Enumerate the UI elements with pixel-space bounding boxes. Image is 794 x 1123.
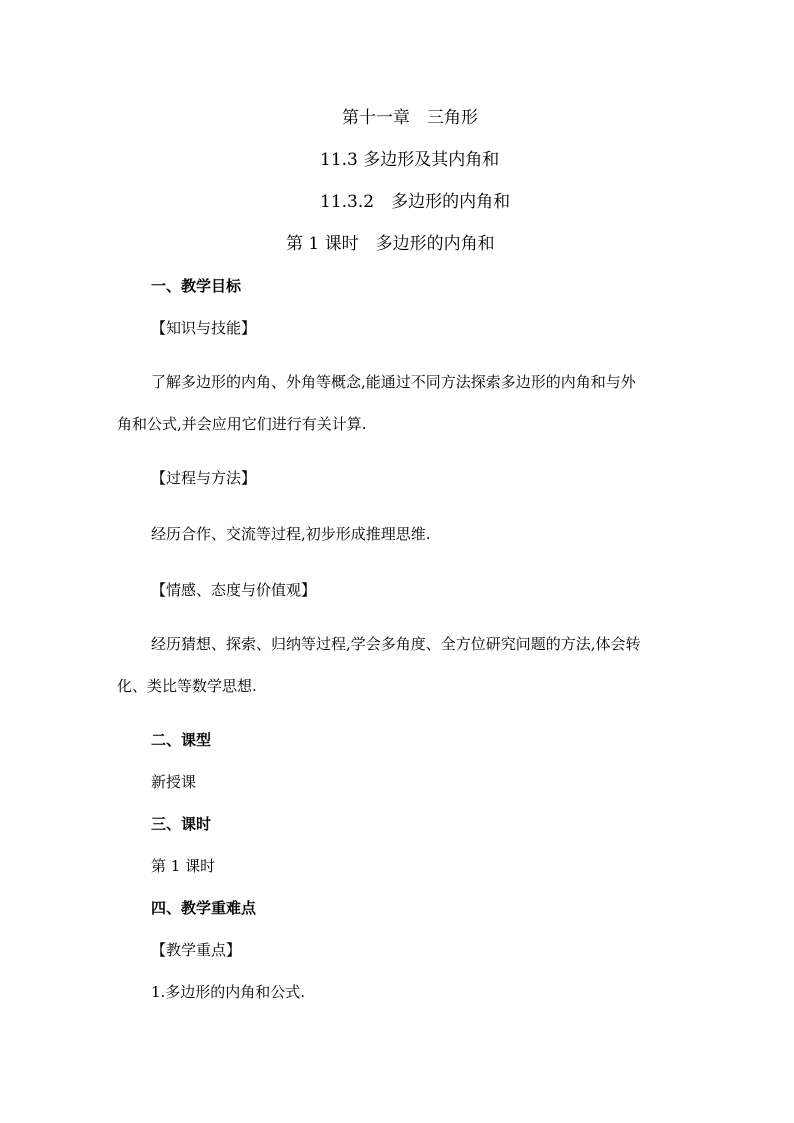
heading-lesson-type: 二、课型 <box>151 731 212 749</box>
subsection-title: 11.3.2 多边形的内角和 <box>320 192 511 212</box>
text-lesson-type: 新授课 <box>151 773 197 791</box>
heading-periods: 三、课时 <box>151 815 212 833</box>
chapter-title: 第十一章 三角形 <box>342 108 478 128</box>
heading-objectives: 一、教学目标 <box>151 277 242 295</box>
label-emotion-attitude-values: 【情感、态度与价值观】 <box>151 581 317 599</box>
lesson-title: 第 1 课时 多边形的内角和 <box>286 234 495 254</box>
label-process-method: 【过程与方法】 <box>151 469 257 487</box>
label-teaching-focus: 【教学重点】 <box>151 941 242 959</box>
paragraph-emotion-line-1: 经历猜想、探索、归纳等过程,学会多角度、全方位研究问题的方法,体会转 <box>151 635 641 653</box>
heading-key-points: 四、教学重难点 <box>151 899 257 917</box>
text-periods: 第 1 课时 <box>151 857 216 875</box>
text-focus-item-1: 1.多边形的内角和公式. <box>151 983 306 1001</box>
paragraph-knowledge-line-2: 角和公式,并会应用它们进行有关计算. <box>117 415 367 433</box>
label-knowledge-skills: 【知识与技能】 <box>151 319 257 337</box>
paragraph-knowledge-line-1: 了解多边形的内角、外角等概念,能通过不同方法探索多边形的内角和与外 <box>151 373 636 391</box>
paragraph-emotion-line-2: 化、类比等数学思想. <box>117 677 257 695</box>
paragraph-process: 经历合作、交流等过程,初步形成推理思维. <box>151 525 431 543</box>
section-title: 11.3 多边形及其内角和 <box>320 150 500 170</box>
